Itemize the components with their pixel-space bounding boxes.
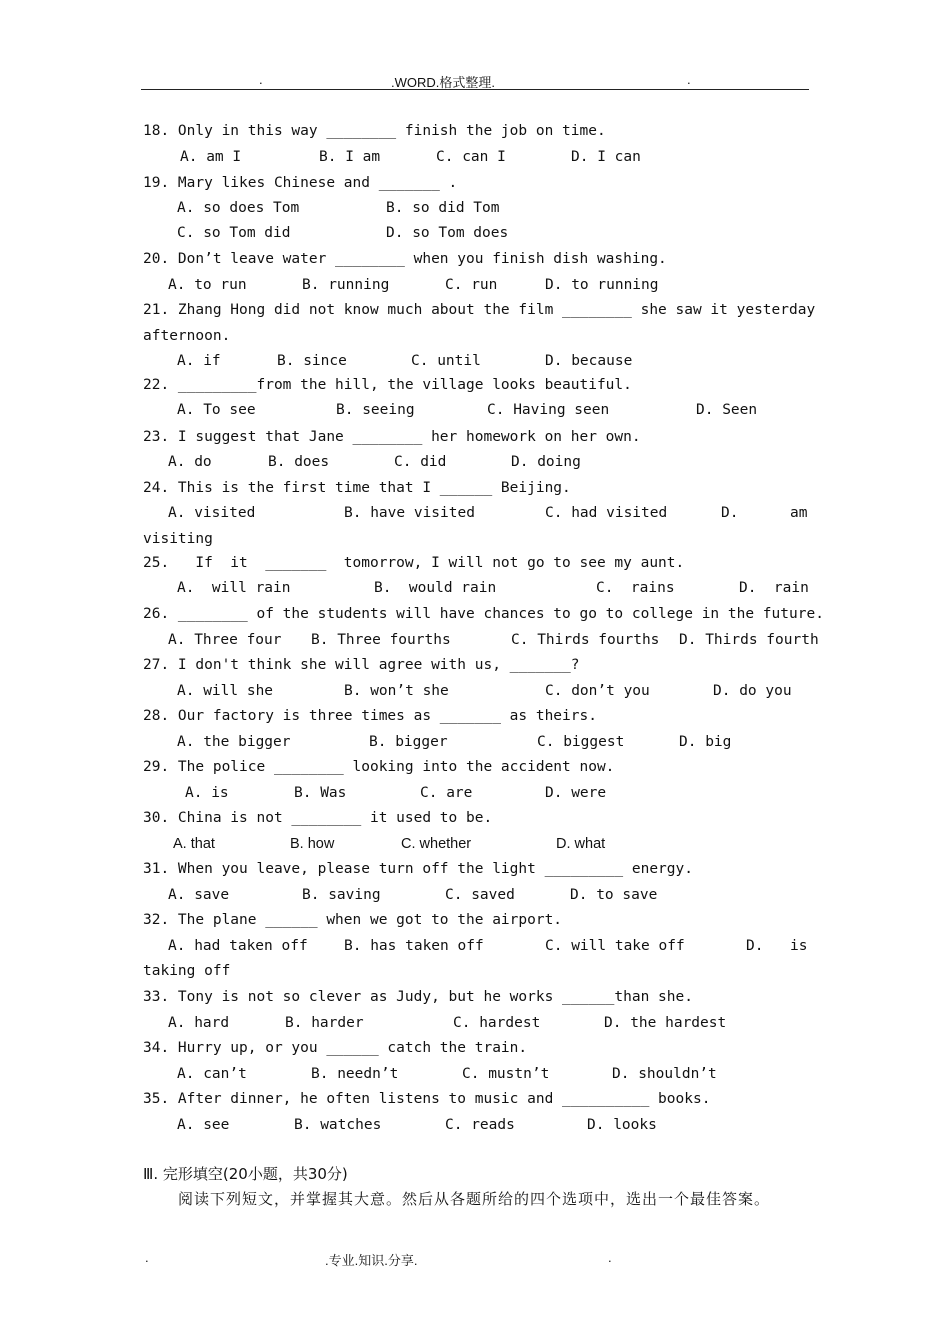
q26-option-a: A. Three four <box>168 632 282 648</box>
footer-right-dot: . <box>608 1250 612 1265</box>
question-28-stem: 28. Our factory is three times as _______ as theirs. <box>143 708 597 724</box>
question-25-stem: 25. If it _______ tomorrow, I will not go to see my aunt. <box>143 555 685 571</box>
q24-option-a: A. visited <box>168 505 256 521</box>
q29-option-c: C. are <box>420 785 473 801</box>
section-3-instruction: 阅读下列短文，并掌握其大意。然后从各题所给的四个选项中，选出一个最佳答案。 <box>178 1190 771 1208</box>
q33-option-d: D. the hardest <box>604 1015 727 1031</box>
q27-option-b: B. won’t she <box>344 683 449 699</box>
question-29-stem: 29. The police ________ looking into the accident now. <box>143 759 615 775</box>
q32-option-c: C. will take off <box>545 938 685 954</box>
section-3-title: Ⅲ. 完形填空(20小题，共30分) <box>143 1165 348 1183</box>
q25-option-c: C. rains <box>596 580 675 596</box>
q22-option-a: A. To see <box>177 402 256 418</box>
header-left-dot: . <box>259 72 263 87</box>
q26-option-d: D. Thirds fourth <box>679 632 819 648</box>
q35-option-c: C. reads <box>445 1117 515 1133</box>
q29-option-b: B. Was <box>294 785 347 801</box>
q32-option-a: A. had taken off <box>168 938 308 954</box>
q31-option-b: B. saving <box>302 887 381 903</box>
q23-option-d: D. doing <box>511 454 581 470</box>
q34-option-c: C. mustn’t <box>462 1066 550 1082</box>
question-35-stem: 35. After dinner, he often listens to music and __________ books. <box>143 1091 711 1107</box>
q29-option-d: D. were <box>545 785 607 801</box>
q21-option-c: C. until <box>411 353 481 369</box>
question-26-stem: 26. ________ of the students will have chances to go to college in the future. <box>143 606 824 622</box>
question-20-stem: 20. Don’t leave water ________ when you finish dish washing. <box>143 251 667 267</box>
q23-option-b: B. does <box>268 454 330 470</box>
q35-option-b: B. watches <box>294 1117 382 1133</box>
q28-option-b: B. bigger <box>369 734 448 750</box>
q20-option-d: D. to running <box>545 277 659 293</box>
q32-option-b: B. has taken off <box>344 938 484 954</box>
q31-option-a: A. save <box>168 887 230 903</box>
question-31-stem: 31. When you leave, please turn off the light _________ energy. <box>143 861 693 877</box>
q22-option-d: D. Seen <box>696 402 758 418</box>
question-24-stem: 24. This is the first time that I ______ Beijing. <box>143 480 571 496</box>
question-21-stem-cont: afternoon. <box>143 328 231 344</box>
q20-option-b: B. running <box>302 277 390 293</box>
question-33-stem: 33. Tony is not so clever as Judy, but he works ______than she. <box>143 989 693 1005</box>
q21-option-a: A. if <box>177 353 221 369</box>
q19-option-d: D. so Tom does <box>386 225 509 241</box>
q28-option-d: D. big <box>679 734 732 750</box>
q31-option-c: C. saved <box>445 887 515 903</box>
question-30-stem: 30. China is not ________ it used to be. <box>143 810 493 826</box>
q18-option-b: B. I am <box>319 149 381 165</box>
q22-option-c: C. Having seen <box>487 402 610 418</box>
q32-option-d-cont: taking off <box>143 963 231 979</box>
q24-option-b: B. have visited <box>344 505 475 521</box>
page-footer <box>141 1250 809 1268</box>
q34-option-b: B. needn’t <box>311 1066 399 1082</box>
q21-option-b: B. since <box>277 353 347 369</box>
q28-option-a: A. the bigger <box>177 734 291 750</box>
q35-option-d: D. looks <box>587 1117 657 1133</box>
q19-option-c: C. so Tom did <box>177 225 291 241</box>
q27-option-a: A. will she <box>177 683 274 699</box>
question-23-stem: 23. I suggest that Jane ________ her homework on her own. <box>143 429 641 445</box>
q20-option-a: A. to run <box>168 277 247 293</box>
q25-option-d: D. rain <box>739 580 809 596</box>
q30-option-c: C. whether <box>401 836 472 852</box>
q18-option-a: A. am I <box>180 149 242 165</box>
q24-option-d: D. <box>721 505 739 521</box>
question-19-stem: 19. Mary likes Chinese and _______ . <box>143 175 458 191</box>
header-right-dot: . <box>687 72 691 87</box>
q19-option-a: A. so does Tom <box>177 200 300 216</box>
q26-option-c: C. Thirds fourths <box>511 632 660 648</box>
q24-option-d-cont: visiting <box>143 531 213 547</box>
question-27-stem: 27. I don't think she will agree with us, _______? <box>143 657 580 673</box>
footer-left-dot: . <box>145 1250 149 1265</box>
q30-option-d: D. what <box>556 836 606 852</box>
q22-option-b: B. seeing <box>336 402 415 418</box>
footer-title: .专业.知识.分享. <box>325 1253 418 1268</box>
q20-option-c: C. run <box>445 277 498 293</box>
q23-option-c: C. did <box>394 454 447 470</box>
q32-option-d-text: is <box>790 938 808 954</box>
question-18-stem: 18. Only in this way ________ finish the job on time. <box>143 123 606 139</box>
q30-option-a: A. that <box>173 836 215 852</box>
q33-option-a: A. hard <box>168 1015 230 1031</box>
q28-option-c: C. biggest <box>537 734 625 750</box>
q23-option-a: A. do <box>168 454 212 470</box>
q34-option-d: D. shouldn’t <box>612 1066 717 1082</box>
question-32-stem: 32. The plane ______ when we got to the airport. <box>143 912 563 928</box>
q21-option-d: D. because <box>545 353 633 369</box>
question-34-stem: 34. Hurry up, or you ______ catch the train. <box>143 1040 528 1056</box>
q18-option-c: C. can I <box>436 149 506 165</box>
question-21-stem: 21. Zhang Hong did not know much about the film ________ she saw it yesterday <box>143 302 816 318</box>
q19-option-b: B. so did Tom <box>386 200 500 216</box>
q35-option-a: A. see <box>177 1117 230 1133</box>
header-title: .WORD.格式整理. <box>391 75 495 90</box>
q31-option-d: D. to save <box>570 887 658 903</box>
q25-option-a: A. will rain <box>177 580 291 596</box>
q32-option-d: D. <box>746 938 764 954</box>
q27-option-d: D. do you <box>713 683 792 699</box>
q25-option-b: B. would rain <box>374 580 497 596</box>
q24-option-c: C. had visited <box>545 505 668 521</box>
q30-option-b: B. how <box>290 836 335 852</box>
page-header <box>141 72 809 90</box>
q29-option-a: A. is <box>185 785 229 801</box>
q33-option-c: C. hardest <box>453 1015 541 1031</box>
q18-option-d: D. I can <box>571 149 641 165</box>
q34-option-a: A. can’t <box>177 1066 247 1082</box>
question-22-stem: 22. _________from the hill, the village looks beautiful. <box>143 377 632 393</box>
q33-option-b: B. harder <box>285 1015 364 1031</box>
q26-option-b: B. Three fourths <box>311 632 451 648</box>
q24-option-d-text: am <box>790 505 808 521</box>
q27-option-c: C. don’t you <box>545 683 650 699</box>
